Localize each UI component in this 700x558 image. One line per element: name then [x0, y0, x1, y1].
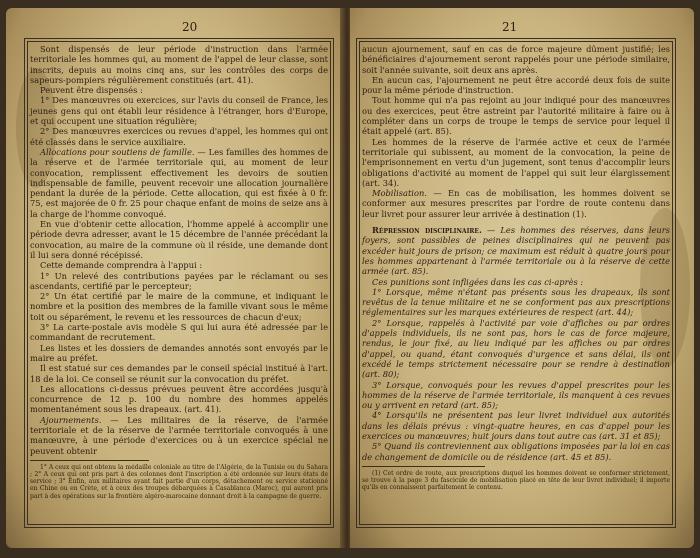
cases-intro: Ces punitions sont infligées dans les cas ci-après :: [372, 276, 584, 287]
paragraph: 1° Des manœuvres ou exercices, sur l'avis du conseil de France, les jeunes gens qui ont établi leur résidence à l'étranger, hors d'Europe, et qui occupent une situation régulière;: [30, 95, 328, 127]
left-page-text: [30, 44, 328, 500]
paragraph: 1° Un relevé des contributions payées par le réclamant ou ses ascendants, certifié par le percepteur;: [30, 270, 328, 291]
paragraph: En vue d'obtenir cette allocation, l'homme appelé à accomplir une période devra adresser, avant le 15 décembre de l'année précédant la convocation, au maire de la commune où il réside, une demande dont il lui sera donné récépissé.: [30, 219, 328, 260]
mobilisation-text: En cas de mobilisation, les hommes doivent se conformer aux mesures prescrites par l'ordre de route contenu dans leur livret pour assurer leur arrivée à destination (1).: [362, 188, 671, 219]
allocations-text: Les familles des hommes de la réserve et de l'armée territoriale qui, au moment de leur convocation, remplissent effectivement les devoirs de soutien indispensable de famille, peuvent recevoir une allocation journalière pendant la durée de la période. Cette allocation, qui est fixée à 0 fr. 75, est majorée de 0 fr. 25 pour chaque enfant de moins de seize ans à la charge de l'homme convoqué.: [30, 146, 328, 219]
paragraph-allocations: Allocations pour soutiens de famille. — Les familles des hommes de la réserve et de l'armée territoriale qui, au moment de leur convocation, remplissent effectivement les devoirs de soutien indispensable de famille, peuvent recevoir une allocation journalière pendant la durée de la période. Cette allocation, qui est fixée à 0 fr. 75, est majorée de 0 fr. 25 pour chaque enfant de moins de seize ans à la charge de l'homme convoqué.: [30, 146, 328, 219]
case-item: 4° Lorsqu'ils ne présentent pas leur livret individuel aux autorités dans les délais prévus : vingt-quatre heures, en cas d'appel pour les exercices ou manœuvres; huit jours dans tout autre cas (art. 31 et 85);: [362, 410, 670, 441]
footnote-rule: [30, 460, 149, 461]
paragraph-mobilisation: Mobilisation. — En cas de mobilisation, les hommes doivent se conformer aux mesures prescrites par l'ordre de route contenu dans leur livret pour assurer leur arrivée à destination (1).: [362, 188, 671, 219]
paragraph: Tout homme qui n'a pas rejoint au jour indiqué pour des manœuvres ou des exercices, peut être astreint par l'autorité militaire à faire ou à compléter dans un corps de troupe le temps de service pour lequel il était appelé (art. 85).: [362, 95, 670, 137]
case-item: 5° Quand ils contreviennent aux obligations imposées par la loi en cas de changement de domicile ou de résidence (art. 45 et 85).: [362, 441, 670, 462]
paragraph-repression: Répression disciplinaire. — Les hommes des réserves, dans leurs foyers, sont passibles de peines disciplinaires qui ne peuvent pas excéder huit jours de prison; ce maximum est réduit à quatre jours pour les hommes appartenant à l'armée territoriale ou à la réserve de cette armée (art. 85).: [362, 225, 670, 277]
paragraph: Cette demande comprendra à l'appui :: [40, 260, 203, 271]
ajournements-text: Les militaires de la réserve, de l'armée territoriale et de la réserve de l'armée territoriale convoqués à une manœuvre, à une période d'exercices ou à un exercice spécial ne peuvent obtenir: [30, 414, 328, 456]
left-page-number: 20: [182, 20, 198, 34]
paragraph: aucun ajournement, sauf en cas de force majeure dûment justifié; les bénéficiaires d'ajournement seront rappelés pour une période similaire, soit l'année suivante, soit deux ans après.: [362, 44, 670, 75]
paragraph: Peuvent être dispensés :: [40, 85, 143, 96]
left-footnote: 1° A ceux qui ont obtenu la médaille coloniale au titre de l'Algérie, de la Tunisie ou du Sahara ; 2° A ceux qui ont pris part à des colonnes dont l'inscription a été ordonnée sur leurs états de service ; 3° Enfin, aux militaires ayant fait partie d'un corps, détachement ou service stationné en Chine ou en Crète, et à ceux des troupes débarquées à Casablanca (Maroc), qui auront pris part à des opérations sur la frontière algéro-marocaine donnant droit à la campagne de guerre.: [30, 463, 328, 500]
footnote-rule: [362, 466, 485, 467]
paragraph: 3° La carte-postale avis modèle S qui lui aura été adressée par le commandant de recrutement.: [30, 322, 328, 343]
left-page: [6, 8, 344, 548]
paragraph: 2° Des manœuvres exercices ou revues d'appel, les hommes qui ont été classés dans le service auxiliaire.: [30, 126, 328, 147]
case-item: 2° Lorsque, rappelés à l'activité par voie d'affiches ou par ordres d'appels individuels, ils ne sont pas, hors le cas de force majeure, rendus, le jour fixé, au lieu indiqué par les affiches ou par ordres d'appel, ou quand, étant convoqués d'urgence et sans délai, ils ont excédé le temps strictement nécessaire pour se rendre à destination (art. 80);: [362, 317, 670, 380]
paragraph: Sont dispensés de leur période d'instruction dans l'armée territoriale les hommes qui, au moment de l'appel de leur classe, sont inscrits, depuis au moins cinq ans, sur les contrôles des corps de sapeurs-pompiers régulièrement constitués (art. 41).: [30, 44, 328, 85]
paragraph-ajournements: Ajournements. — Les militaires de la réserve, de l'armée territoriale et de la réserve de l'armée territoriale convoqués à une manœuvre, à une période d'exercices ou à un exercice spécial ne peuvent obtenir: [30, 414, 328, 456]
repression-heading: Répression disciplinaire.: [372, 225, 482, 236]
right-page-number: 21: [502, 20, 518, 34]
paragraph: Les listes et les dossiers de demandes annotés sont envoyés par le maire au préfet.: [30, 342, 328, 363]
paragraph: En aucun cas, l'ajournement ne peut être accordé deux fois de suite pour la même période d'instruction.: [362, 74, 670, 96]
mobilisation-label: Mobilisation.: [372, 188, 427, 199]
repression-text: Les hommes des réserves, dans leurs foyers, sont passibles de peines disciplinaires qui ne peuvent pas excéder huit jours de prison; ce maximum est réduit à quatre jours pour les hommes appartenant à l'armée territoriale ou à la réserve de cette armée (art. 85).: [362, 225, 670, 277]
paragraph: Les allocations ci-dessus prévues peuvent être accordées jusqu'à concurrence de 12 p. 100 du nombre des hommes appelés momentanément sous les drapeaux. (art. 41).: [30, 383, 328, 415]
case-item: 1° Lorsque, même n'étant pas présents sous les drapeaux, ils sont revêtus de la tenue militaire et ne se conforment pas aux prescriptions réglementaires sur les marques extérieures de respect (art. 44);: [362, 286, 670, 318]
allocations-label: Allocations pour soutiens de famille.: [40, 146, 195, 157]
ajournements-label: Ajournements.: [40, 414, 102, 425]
paragraph: Il est statué sur ces demandes par le conseil spécial institué à l'art. 18 de la loi. Ce conseil se réunit sur la convocation du préfet.: [30, 363, 328, 384]
right-footnote: (1) Cet ordre de route, aux prescriptions duquel les hommes doivent se conformer strictement, se trouve à la page 3 du fascicule de mobilisation placé en tête de leur livret individuel; il importe qu'ils en connaissent parfaitement le contenu.: [362, 469, 670, 492]
right-page-text: [362, 44, 670, 491]
right-page: [350, 8, 694, 548]
case-item: 3° Lorsque, convoqués pour les revues d'appel prescrites pour les hommes de la réserve de l'armée territoriale, ils manquent à ces revues ou y arrivent en retard (art. 85);: [362, 379, 670, 411]
paragraph: Les hommes de la réserve de l'armée active et ceux de l'armée territoriale qui subissent, au moment de la convocation, la peine de l'emprisonnement en vertu d'un jugement, sont tenus d'accomplir leurs obligations d'activité au moment de l'appel qui suit leur élargissement (art. 34).: [362, 136, 670, 188]
paragraph: 2° Un état certifié par le maire de la commune, et indiquant le nombre et la position des membres de la famille vivant sous le même toit ou séparément, le revenu et les ressources de chacun d'eux;: [30, 291, 328, 322]
